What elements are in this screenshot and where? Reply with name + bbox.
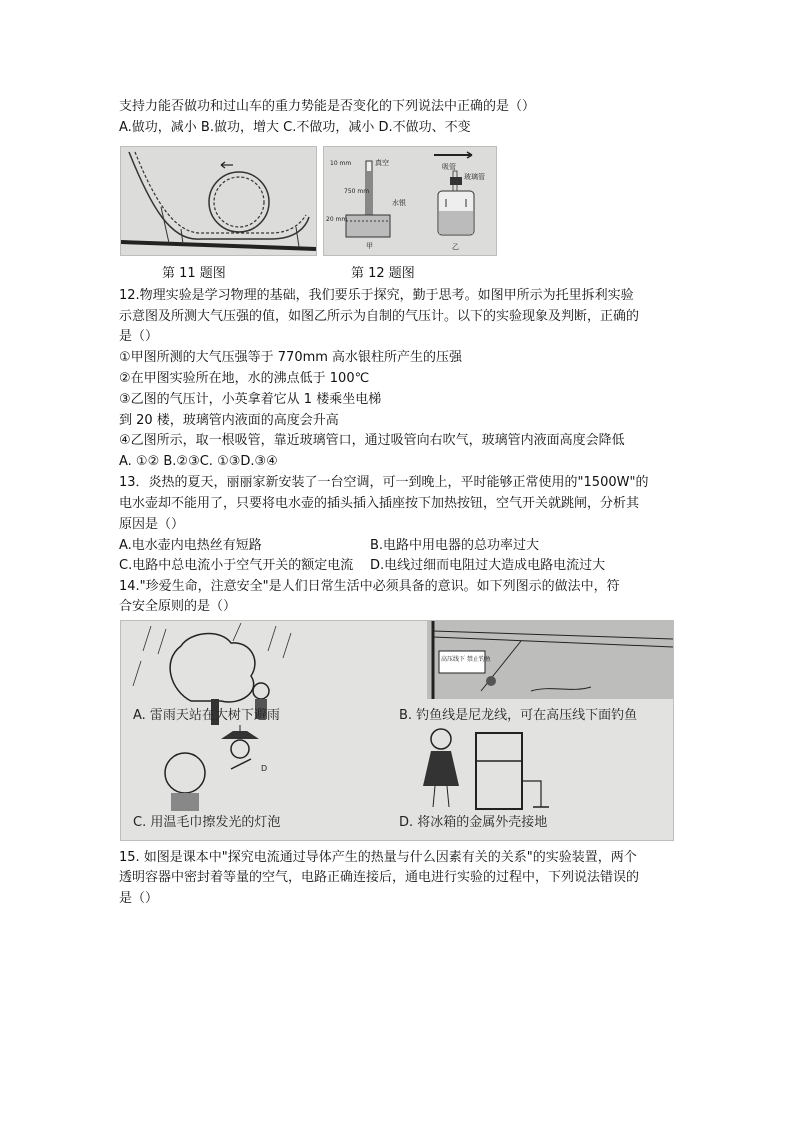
q11-stem: 支持力能否做功和过山车的重力势能是否变化的下列说法中正确的是（） bbox=[119, 99, 536, 114]
label-yi: 乙 bbox=[452, 243, 459, 251]
q15-line2: 透明容器中密封着等量的空气，电路正确连接后，通电进行实验的过程中，下列说法错误的 bbox=[119, 870, 640, 885]
svg-text:D: D bbox=[261, 764, 268, 773]
q13-option-a: A.电水壶内电热丝有短路 bbox=[119, 538, 262, 553]
q13-line3: 原因是（） bbox=[119, 517, 185, 532]
q12-line1: 12.物理实验是学习物理的基础，我们要乐于探究，勤于思考。如图甲所示为托里拆利实验 bbox=[119, 288, 634, 303]
figure-11-roller-coaster bbox=[120, 146, 317, 256]
label-20mm: 20 mm bbox=[326, 216, 348, 223]
figure-14-safety-panels bbox=[120, 620, 674, 841]
q12-statement-4: ④乙图所示，取一根吸管，靠近玻璃管口，通过吸管向右吹气，玻璃管内液面高度会降低 bbox=[119, 433, 625, 448]
q13-options-ab bbox=[119, 536, 262, 555]
q12-line3: 是（） bbox=[119, 329, 159, 344]
label-vacuum: 真空 bbox=[375, 159, 389, 167]
q15-line3: 是（） bbox=[119, 891, 159, 906]
q13-option-b: B.电路中用电器的总功率过大 bbox=[370, 538, 540, 553]
q12-statement-2: ②在甲图实验所在地，水的沸点低于 100℃ bbox=[119, 371, 370, 386]
label-jia: 甲 bbox=[366, 242, 373, 250]
label-glass-tube: 玻璃管 bbox=[464, 173, 485, 181]
q13-option-d: D.电线过细而电阻过大造成电路电流过大 bbox=[370, 558, 606, 573]
q12-statement-1: ①甲图所测的大气压强等于 770mm 高水银柱所产生的压强 bbox=[119, 350, 463, 365]
label-straw: 吸管 bbox=[442, 163, 456, 171]
label-10mm: 10 mm bbox=[330, 160, 352, 167]
q12-statement-3b: 到 20 楼，玻璃管内液面的高度会升高 bbox=[119, 413, 339, 428]
q14-line2: 合安全原则的是（） bbox=[119, 599, 237, 614]
q13-option-c: C.电路中总电流小于空气开关的额定电流 bbox=[119, 558, 354, 573]
q13-line2: 电水壶却不能用了，只要将电水壶的插头插入插座按下加热按钮，空气开关就跳闸，分析其 bbox=[119, 496, 640, 511]
panel-c-label: C. 用温毛巾擦发光的灯泡 bbox=[133, 815, 281, 830]
panel-b-label: B. 钓鱼线是尼龙线，可在高压线下面钓鱼 bbox=[399, 708, 638, 723]
figure-12-barometer bbox=[323, 146, 497, 256]
q13-line1: 13．炎热的夏天，丽丽家新安装了一台空调，可一到晚上，平时能够正常使用的"1500W"的 bbox=[119, 475, 649, 490]
q14-line1: 14."珍爱生命，注意安全"是人们日常生活中必须具备的意识。如下列图示的做法中，符 bbox=[119, 579, 620, 594]
figure-12-caption: 第 12 题图 bbox=[351, 266, 415, 281]
q12-options: A. ①② B.②③C. ①③D.③④ bbox=[119, 454, 278, 469]
panel-b-sign: 高压线下 禁止钓鱼 bbox=[441, 656, 491, 663]
panel-d-label: D. 将冰箱的金属外壳接地 bbox=[399, 815, 548, 830]
q11-options: A.做功，减小 B.做功，增大 C.不做功，减小 D.不做功、不变 bbox=[119, 120, 471, 135]
panel-b-power-line-icon bbox=[427, 621, 673, 699]
q12-line2: 示意图及所测大气压强的值，如图乙所示为自制的气压计。以下的实验现象及判断，正确的 bbox=[119, 309, 640, 324]
label-750mm: 750 mm bbox=[344, 188, 370, 195]
panel-a-label: A. 雷雨天站在大树下避雨 bbox=[133, 708, 280, 723]
q15-line1: 15. 如图是课本中"探究电流通过导体产生的热量与什么因素有关的关系"的实验装置，两个 bbox=[119, 850, 637, 865]
label-mercury: 水银 bbox=[392, 199, 406, 207]
q12-statement-3a: ③乙图的气压计，小英拿着它从 1 楼乘坐电梯 bbox=[119, 392, 382, 407]
figure-11-caption: 第 11 题图 bbox=[162, 266, 226, 281]
